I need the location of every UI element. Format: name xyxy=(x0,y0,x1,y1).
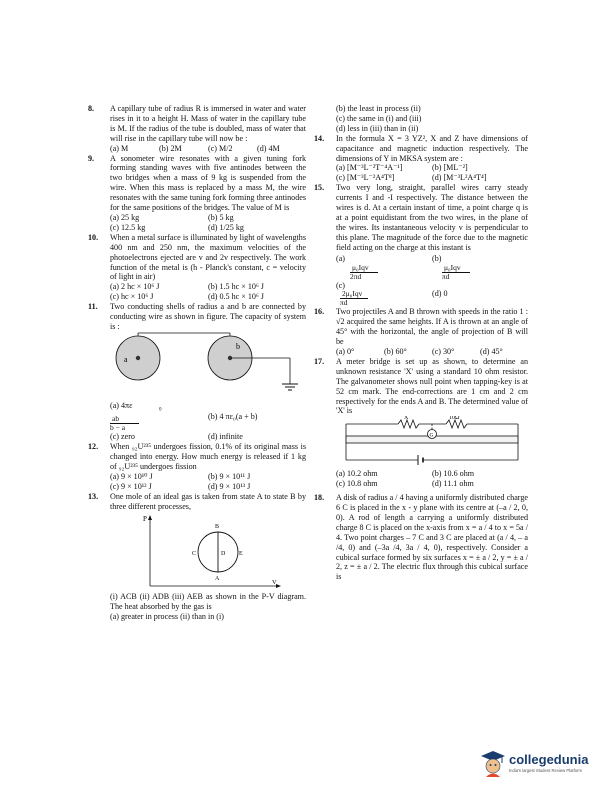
question-text: A sonometer wire resonates with a given tuning fork forming standing waves with five antinodes between the two bridges when a mass of 9 kg is suspended from the wire. When this mass is replaced by a mass M, the wire resonates with the same tuning fork forming three antinodes for the same positions of the bridges. The value of M is xyxy=(110,153,306,213)
option-d: (d) 9 × 10¹³ J xyxy=(208,481,251,491)
option-a-fraction xyxy=(110,415,159,432)
fraction-numerator: 2μ₀Iqv xyxy=(340,290,368,299)
option-c: (c) the same in (i) and (iii) xyxy=(336,113,422,123)
option-a xyxy=(110,401,208,433)
label-x: X xyxy=(404,416,409,422)
options-row xyxy=(110,482,306,492)
question-number: 14. xyxy=(314,133,325,143)
question-number: 9. xyxy=(88,153,95,163)
option-a-label: (a) xyxy=(336,253,345,263)
options-row xyxy=(110,292,306,302)
left-column xyxy=(88,104,306,622)
resistor-x xyxy=(398,420,419,428)
p-axis-label: P xyxy=(143,514,147,523)
question-13-continued xyxy=(314,104,528,134)
option-c: (c) [M⁻³L⁻²A⁴T⁸] xyxy=(336,173,395,183)
option-a: (a) M xyxy=(110,143,129,153)
options-row xyxy=(110,144,306,154)
option-c xyxy=(336,281,432,308)
option-b-label: (b) xyxy=(432,253,442,263)
option-c: (c) 30° xyxy=(432,347,455,357)
option-a: (a) 25 kg xyxy=(110,212,140,222)
options-row xyxy=(110,472,306,482)
shell-a-center xyxy=(136,356,140,360)
option-a xyxy=(336,254,432,281)
option-b: (b) 60° xyxy=(384,347,407,357)
question-16 xyxy=(314,307,528,357)
galvanometer-label: G xyxy=(429,432,434,439)
option-d: (d) 1/25 kg xyxy=(208,222,244,232)
point-e-label: E xyxy=(239,550,243,557)
question-11 xyxy=(88,302,306,442)
options-row xyxy=(336,254,528,281)
resistor-10-ohm xyxy=(446,420,467,428)
options-row xyxy=(336,347,528,357)
question-18 xyxy=(314,493,528,582)
option-c: (c) 9 × 10¹² J xyxy=(110,481,152,491)
options-row xyxy=(336,163,528,173)
question-text: A capillary tube of radius R is immersed in water and water rises in it to a height H. Mass of water in the capillary tube is M. If the radius of the tube is doubled, mass of water that will rise in the capillary tube will now be : xyxy=(110,104,306,143)
question-text: Two very long, straight, parallel wires carry steady currents I and -I respectively. The distance between the wires is d. At a certain instant of time, a point charge q is at a point equidistant from the two wires, in the plane of the wires. Its instantaneous velocity v is perpendicular to this plane. The magnitude of the force due to the magnetic field acting on the charge at this instant is xyxy=(336,183,528,252)
question-12 xyxy=(88,442,306,492)
shell-b-label: b xyxy=(236,341,240,351)
option-a-subscript: 0 xyxy=(159,407,162,413)
option-b: (b) 5 kg xyxy=(208,212,234,222)
option-d: (d) 4M xyxy=(257,143,280,153)
option-c: (c) 10.8 ohm xyxy=(336,479,378,489)
option-d: (d) [M⁻³L²A⁴T⁴] xyxy=(432,173,487,183)
option-d: (d) less in (iii) than in (ii) xyxy=(336,123,419,133)
question-text: A disk of radius a / 4 having a uniformly distributed charge 6 C is placed in the x - y plane with its centre at (–a / 2, 0, 0). A rod of length a carrying a uniformly distributed charge 8 C is placed on the x-axis from x = a / 4 to x = 5a / 4. Two point charges – 7 C and 3 C are placed at (a / 4, – a /4, 0) and (–3a /4, 3a / 4, 0), respectively. Consider a cubical surface formed by six surfaces x = ± a / 2, y = ± a / 2, z = ± a / 2. The electric flux through this cubical surface is xyxy=(336,493,528,582)
option-a: (a) 0° xyxy=(336,347,355,357)
option-a-prefix: (a) 4πε xyxy=(110,400,133,410)
option-b-fraction xyxy=(442,264,490,281)
right-column xyxy=(314,104,528,582)
collegedunia-logo xyxy=(480,748,600,784)
option-d: (d) 45° xyxy=(480,347,503,357)
question-text: In the formula X = 3 YZ², X and Z have dimensions of capacitance and magnetic induction respectively. The dimensions of Y in MKSA system are : xyxy=(336,133,528,163)
logo-wordmark: collegedunia xyxy=(509,752,589,767)
option-c: (c) zero xyxy=(110,432,135,442)
option-c: (c) hc × 10⁶ J xyxy=(110,292,154,302)
question-text: When a metal surface is illuminated by light of wavelengths 400 nm and 250 nm, the maximum velocities of the photoelectrons ejected are v and 2v respectively. The work function of the metal is (h - Planck's constant, c = velocity of light in air) xyxy=(110,232,306,282)
question-text: When ₉₂U²³⁵ undergoes fission, 0.1% of its original mass is changed into energy. How much energy is released if 1 kg of ₉₂U²³⁵ undergoes fission xyxy=(110,442,306,471)
option-a: (a) 10.2 ohm xyxy=(336,469,378,479)
options-row xyxy=(336,173,528,183)
option-b: (b) 10.6 ohm xyxy=(432,469,475,479)
logo-tagline: India's largest Student Review Platform xyxy=(509,768,582,773)
fraction-denominator: πd xyxy=(340,298,348,308)
question-number: 17. xyxy=(314,356,325,366)
options-row xyxy=(336,281,528,308)
question-9 xyxy=(88,154,306,233)
point-d-label: D xyxy=(221,550,226,557)
question-14 xyxy=(314,134,528,184)
option-a: (a) 9 × 10¹⁰ J xyxy=(110,471,153,481)
options-row xyxy=(336,469,528,479)
question-number: 15. xyxy=(314,183,325,193)
question-text: Two conducting shells of radius a and b are connected by conducting wire as shown in figure. The capacity of system is : xyxy=(110,302,306,331)
question-text: A meter bridge is set up as shown, to determine an unknown resistance 'X' using a standard 10 ohm resistor. The galvanometer shows null point when tapping-key is at 52 cm mark. The end-corrections are 1 cm and 2 cm respectively for the ends A and B. The determined value of 'X' is xyxy=(336,356,528,416)
fraction-denominator: πd xyxy=(442,271,450,281)
p-axis-arrow xyxy=(148,515,152,520)
question-8 xyxy=(88,104,306,154)
option-b: (b) [ML⁻²] xyxy=(432,163,468,173)
question-number: 12. xyxy=(88,442,99,452)
option-a: (a) 2 hc × 10⁶ J xyxy=(110,282,160,292)
pv-diagram xyxy=(110,512,306,590)
v-axis-label: V xyxy=(272,578,277,586)
option-a: (a) [M⁻³L⁻²T⁻⁴A⁻¹] xyxy=(336,163,403,173)
options-row xyxy=(110,282,306,292)
option-a-fraction xyxy=(350,264,398,281)
question-15 xyxy=(314,183,528,307)
point-c-label: C xyxy=(192,550,197,557)
option-c: (c) M/2 xyxy=(208,143,233,153)
fraction-denominator: b − a xyxy=(110,423,126,433)
option-b: (b) 2M xyxy=(159,143,182,153)
v-axis-arrow xyxy=(276,584,281,588)
question-number: 11. xyxy=(88,302,98,312)
point-b-label: B xyxy=(215,523,220,530)
question-number: 10. xyxy=(88,232,99,242)
fraction-denominator: 2πd xyxy=(350,271,362,281)
option-c-fraction xyxy=(340,290,388,307)
option-d: (d) 11.1 ohm xyxy=(432,479,474,489)
option-b: (b) 9 × 10¹¹ J xyxy=(208,471,251,481)
option-b xyxy=(432,254,528,281)
label-10-ohm: 10Ω xyxy=(449,416,460,422)
question-17 xyxy=(314,357,528,489)
meter-bridge-figure xyxy=(336,416,528,466)
question-text-continued: (i) ACB (ii) ADB (iii) AEB as shown in the P-V diagram. The heat absorbed by the gas is xyxy=(110,592,306,612)
question-number: 16. xyxy=(314,307,325,317)
options-row xyxy=(336,479,528,489)
option-b: (b) the least in process (ii) xyxy=(336,104,421,113)
question-13 xyxy=(88,492,306,622)
option-c-label: (c) xyxy=(336,280,345,290)
option-b: (b) 1.5 hc × 10⁶ J xyxy=(208,282,264,292)
option-c: (c) 12.5 kg xyxy=(110,222,146,232)
question-number: 13. xyxy=(88,491,99,501)
question-text: One mole of an ideal gas is taken from state A to state B by three different processes, xyxy=(110,491,306,511)
fraction-numerator: μ₀Iqv xyxy=(442,264,470,273)
fraction-numerator: ab xyxy=(110,415,139,424)
question-number: 18. xyxy=(314,493,325,503)
question-number: 8. xyxy=(88,104,95,113)
question-10 xyxy=(88,233,306,302)
option-b: (b) 4 πε₀(a + b) xyxy=(208,411,258,421)
option-d: (d) 0 xyxy=(432,289,448,298)
logo-mascot-icon xyxy=(480,750,506,778)
options-row xyxy=(110,401,306,433)
shell-a-label: a xyxy=(124,354,128,364)
conducting-shells-figure xyxy=(110,332,306,398)
option-d: (d) 0.5 hc × 10⁶ J xyxy=(208,292,264,302)
option-d: (d) infinite xyxy=(208,432,243,442)
fraction-numerator: μ₀Iqv xyxy=(350,264,378,273)
options-row xyxy=(110,223,306,233)
options-row xyxy=(110,213,306,223)
option-a: (a) greater in process (ii) than in (i) xyxy=(110,612,224,622)
options-row xyxy=(110,432,306,442)
point-a-label: A xyxy=(215,575,220,582)
question-text: Two projectiles A and B thrown with speeds in the ratio 1 : √2 acquired the same heights. If A is thrown at an angle of 45° with the horizontal, the angle of projection of B will be xyxy=(336,307,528,347)
